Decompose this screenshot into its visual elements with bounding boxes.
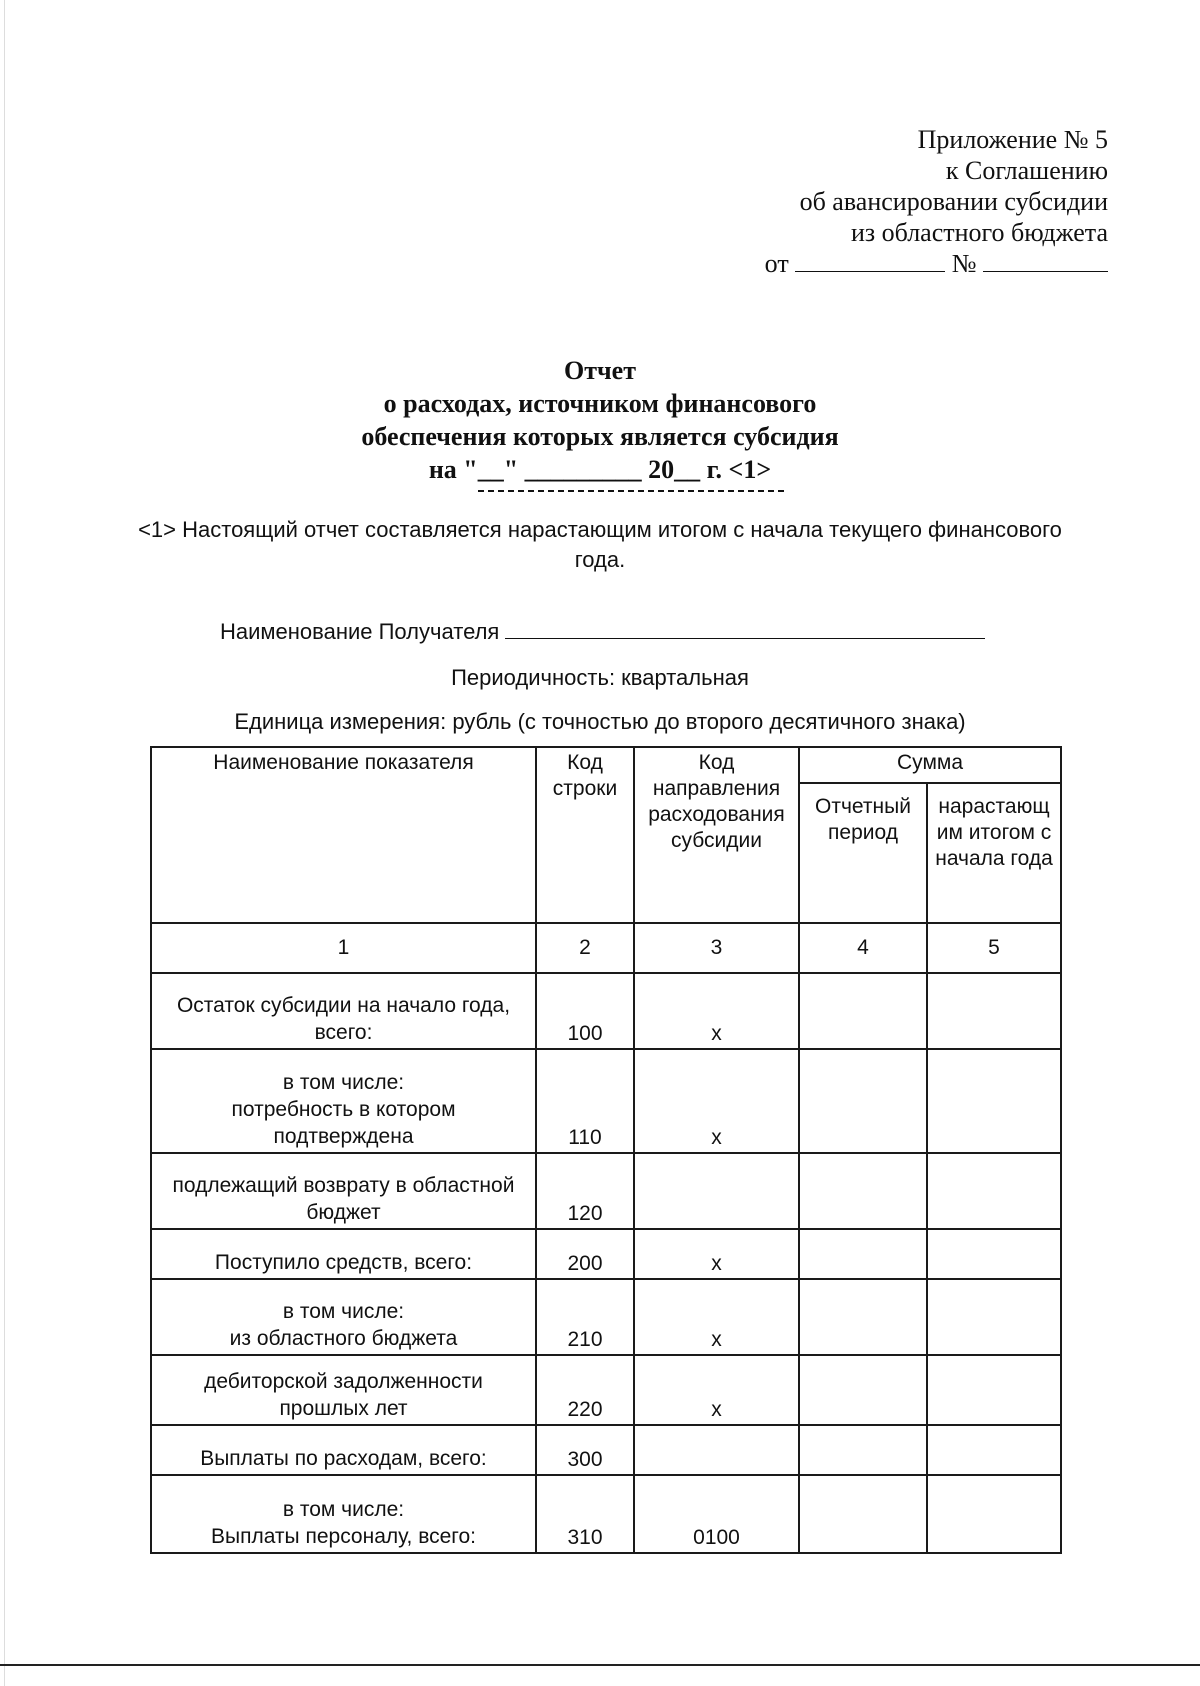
column-number: 1 [151,923,536,973]
header-direction: Код направления расходования субсидии [634,747,799,923]
recipient-label: Наименование Получателя [220,619,500,644]
row-period-value[interactable] [799,1355,927,1425]
row-period-value[interactable] [799,1279,927,1355]
row-period-value[interactable] [799,973,927,1049]
row-cumulative-value[interactable] [927,973,1061,1049]
recipient-line [220,618,985,645]
appendix-date-number [765,248,1108,279]
row-direction [634,1153,799,1229]
header-code: Код строки [536,747,634,923]
column-number: 4 [799,923,927,973]
row-direction: x [634,1279,799,1355]
title-line-2: о расходах, источником финансового [383,389,817,418]
appendix-line-3: об авансировании субсидии [799,187,1108,216]
row-name: в том числе: потребность в котором подтверждена [151,1049,536,1153]
row-code: 120 [536,1153,634,1229]
row-cumulative-value[interactable] [927,1049,1061,1153]
table-row [151,1049,1061,1153]
title-line-1: Отчет [564,356,636,385]
scan-edge [4,0,5,1686]
column-number: 3 [634,923,799,973]
appendix-header [765,124,1108,279]
number-label: № [951,249,977,278]
recipient-blank [505,618,985,639]
from-label: от [764,249,789,278]
row-code: 210 [536,1279,634,1355]
row-direction [634,1425,799,1475]
row-name: в том числе: Выплаты персоналу, всего: [151,1475,536,1553]
row-name: Поступило средств, всего: [151,1229,536,1279]
row-code: 100 [536,973,634,1049]
row-direction: x [634,973,799,1049]
table-row [151,1425,1061,1475]
footnote-line-2: года. [574,547,626,572]
row-code: 220 [536,1355,634,1425]
row-period-value[interactable] [799,1475,927,1553]
header-sum: Сумма [799,747,1061,783]
row-direction: 0100 [634,1475,799,1553]
row-code: 110 [536,1049,634,1153]
row-direction: x [634,1355,799,1425]
column-numbers-row [151,923,1061,973]
header-name: Наименование показателя [151,747,536,923]
row-name: подлежащий возврату в областной бюджет [151,1153,536,1229]
row-cumulative-value[interactable] [927,1425,1061,1475]
row-direction: x [634,1229,799,1279]
appendix-line-4: из областного бюджета [850,218,1108,247]
appendix-line-1: Приложение № 5 [917,125,1108,154]
column-number: 5 [927,923,1061,973]
appendix-line-2: к Соглашению [945,156,1108,185]
row-direction: x [634,1049,799,1153]
row-period-value[interactable] [799,1153,927,1229]
row-code: 300 [536,1425,634,1475]
row-code: 310 [536,1475,634,1553]
footnote [0,515,1200,575]
row-period-value[interactable] [799,1425,927,1475]
title-line-4: на "__" _________ 20__ г. <1> [428,455,772,484]
report-title [0,354,1200,486]
row-period-value[interactable] [799,1229,927,1279]
row-cumulative-value[interactable] [927,1229,1061,1279]
table-row [151,1229,1061,1279]
number-blank [983,251,1108,272]
scan-bottom-line [0,1664,1200,1666]
header-period: Отчетный период [799,783,927,923]
unit-of-measure: Единица измерения: рубль (с точностью до второго десятичного знака) [234,709,966,734]
column-number: 2 [536,923,634,973]
row-cumulative-value[interactable] [927,1279,1061,1355]
report-table [150,746,1062,1554]
periodicity: Периодичность: квартальная [451,665,749,690]
table-row [151,1153,1061,1229]
table-row [151,973,1061,1049]
row-period-value[interactable] [799,1049,927,1153]
date-blank [795,251,945,272]
table-row [151,1475,1061,1553]
title-line-3: обеспечения которых является субсидия [361,422,839,451]
table-row [151,1279,1061,1355]
row-cumulative-value[interactable] [927,1475,1061,1553]
row-code: 200 [536,1229,634,1279]
dashed-separator [478,490,784,492]
table-row [151,1355,1061,1425]
footnote-line-1: <1> Настоящий отчет составляется нарастающим итогом с начала текущего финансового [138,517,1062,542]
row-name: Остаток субсидии на начало года, всего: [151,973,536,1049]
header-cumulative: нарастающ им итогом с начала года [927,783,1061,923]
row-cumulative-value[interactable] [927,1153,1061,1229]
row-name: Выплаты по расходам, всего: [151,1425,536,1475]
row-cumulative-value[interactable] [927,1355,1061,1425]
row-name: в том числе: из областного бюджета [151,1279,536,1355]
row-name: дебиторской задолженности прошлых лет [151,1355,536,1425]
